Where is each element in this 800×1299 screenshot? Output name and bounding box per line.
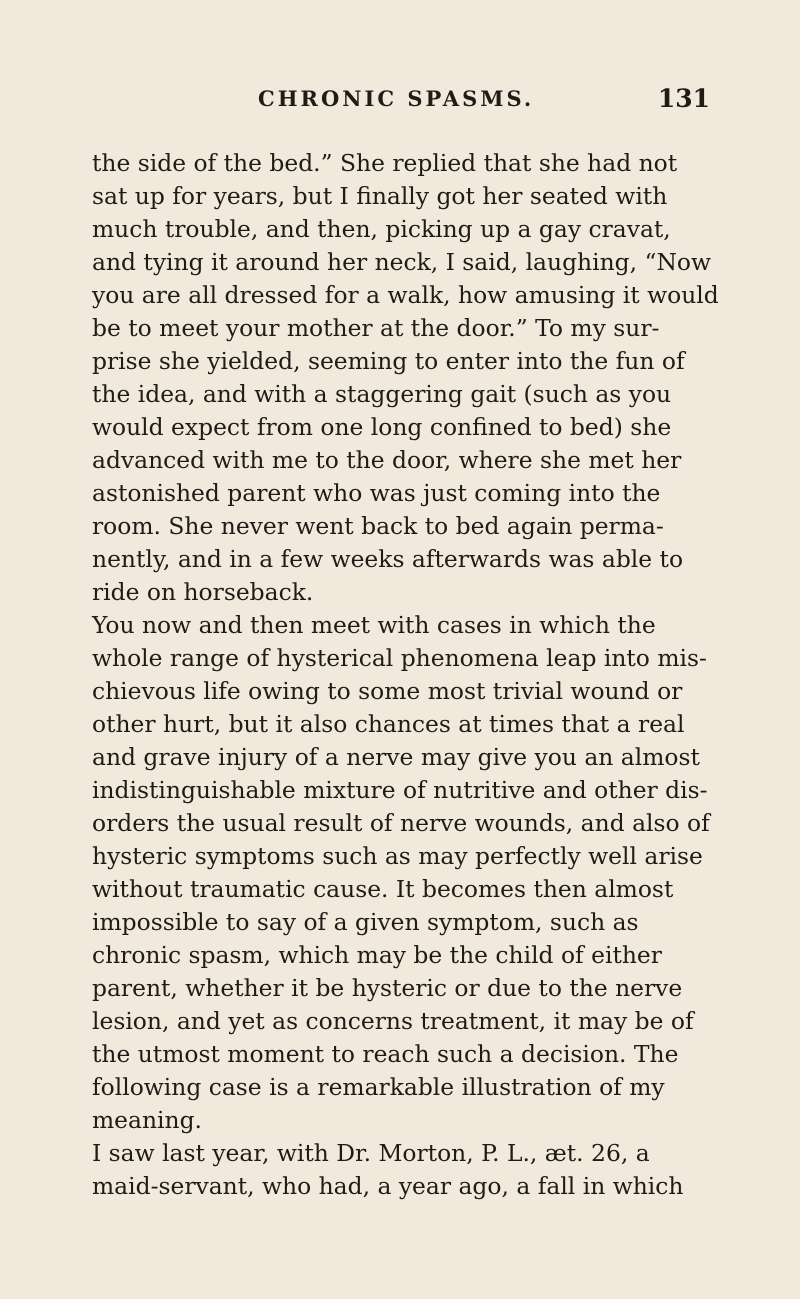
text-line: parent, whether it be hysteric or due to the nerve (92, 974, 683, 1002)
text-line: and grave injury of a nerve may give you an almost (92, 743, 700, 771)
text-line: nently, and in a few weeks afterwards was able to (92, 545, 684, 573)
text-line: would expect from one long confined to bed) she (92, 413, 672, 441)
text-line: I saw last year, with Dr. Morton, P. L., æt. 26, a (92, 1139, 650, 1167)
text-line: following case is a remarkable illustration of my (92, 1073, 665, 1101)
text-line: you are all dressed for a walk, how amusing it would (92, 281, 719, 309)
text-line: sat up for years, but I finally got her seated with (92, 182, 668, 210)
running-title: CHRONIC SPASMS. (258, 86, 535, 111)
text-line: indistinguishable mixture of nutritive and other dis- (92, 776, 708, 804)
text-line: room. She never went back to bed again perma- (92, 512, 664, 540)
text-line: You now and then meet with cases in which the (92, 611, 656, 639)
text-line: the idea, and with a staggering gait (such as you (92, 380, 672, 408)
page-number: 131 (657, 84, 710, 113)
text-line: be to meet your mother at the door.” To my sur- (92, 314, 660, 342)
text-line: chievous life owing to some most trivial wound or (92, 677, 683, 705)
text-line: the utmost moment to reach such a decision. The (92, 1040, 679, 1068)
text-line: lesion, and yet as concerns treatment, it may be of (92, 1007, 694, 1035)
text-line: astonished parent who was just coming into the (92, 479, 661, 507)
text-line: impossible to say of a given symptom, such as (92, 908, 639, 936)
text-line: meaning. (92, 1106, 202, 1134)
text-line: whole range of hysterical phenomena leap into mis- (92, 644, 707, 672)
text-line: other hurt, but it also chances at times that a real (92, 710, 685, 738)
text-line: hysteric symptoms such as may perfectly well arise (92, 842, 703, 870)
text-line: the side of the bed.” She replied that she had not (92, 149, 678, 177)
text-line: much trouble, and then, picking up a gay cravat, (92, 215, 671, 243)
text-line: and tying it around her neck, I said, laughing, “Now (92, 248, 712, 276)
text-line: chronic spasm, which may be the child of either (92, 941, 662, 969)
text-line: without traumatic cause. It becomes then almost (92, 875, 674, 903)
body-text (92, 147, 719, 1203)
text-line: ride on horseback. (92, 578, 314, 606)
text-line: advanced with me to the door, where she met her (92, 446, 682, 474)
text-line: orders the usual result of nerve wounds, and also of (92, 809, 710, 837)
text-line: maid-servant, who had, a year ago, a fall in which (92, 1172, 684, 1200)
text-line: prise she yielded, seeming to enter into the fun of (92, 347, 685, 375)
